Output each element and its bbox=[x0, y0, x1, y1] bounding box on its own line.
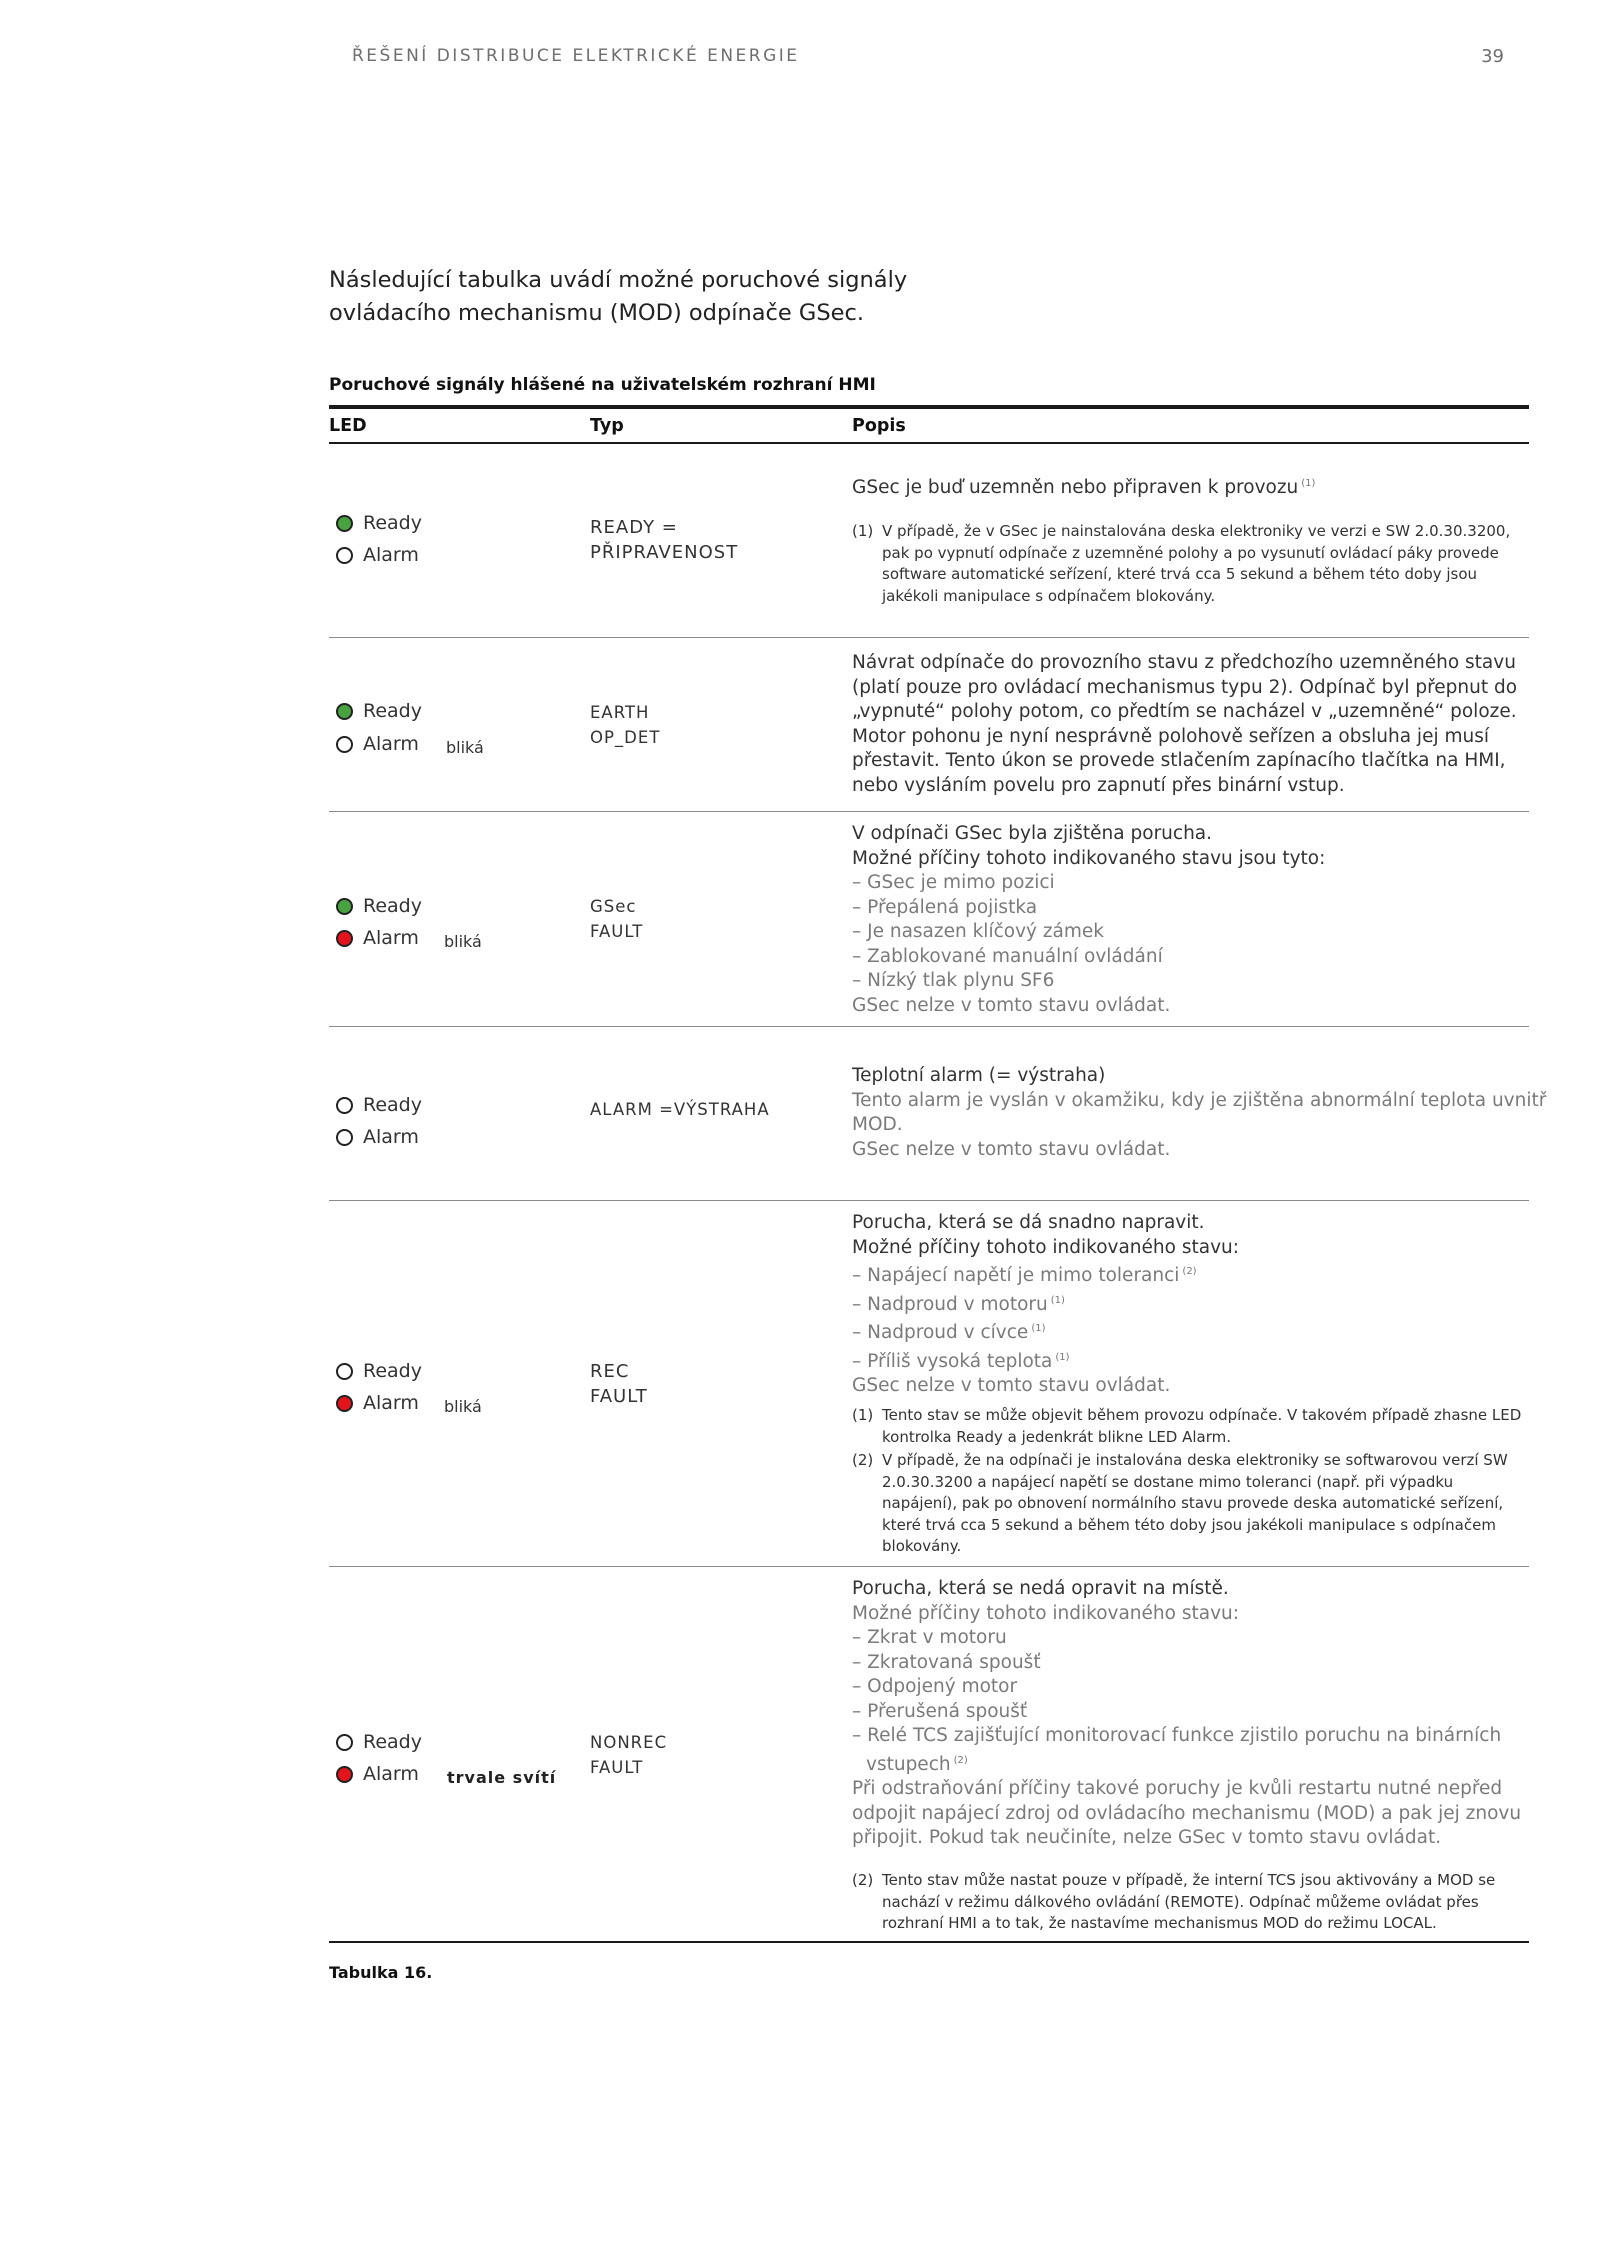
footnote: (2) V případě, že na odpínači je instalována deska elektroniky se softwarovou verzí SW 2.0.30.3200 a napájecí napětí se dostane mimo toleranci (např. při výpadku napájení), pak po obnovení normálního stavu provede deska automatické seřízení, které trvá cca 5 sekund a během této doby jsou jakékoli manipulace s odpínačem blokovány. bbox=[852, 1451, 1508, 1555]
signal-type-line: FAULT bbox=[590, 1385, 648, 1407]
description-line: – Nadproud v motoru $^{(1)}$ bbox=[852, 1293, 1065, 1315]
description-line: – Přepálená pojistka bbox=[852, 896, 1038, 918]
description-line: připojit. Pokud tak neučiníte, nelze GSec v tomto stavu ovládat. bbox=[852, 1827, 1442, 1848]
description-line: – Zablokované manuální ovládání bbox=[852, 945, 1163, 967]
led-indicator-icon bbox=[336, 1097, 353, 1114]
page-number: 39 bbox=[1481, 46, 1504, 67]
led-alarm bbox=[336, 1126, 419, 1148]
led-label: Alarm bbox=[363, 1126, 419, 1148]
led-label: Ready bbox=[363, 1731, 422, 1753]
led-ready bbox=[336, 512, 422, 534]
signal-description bbox=[852, 651, 1522, 798]
signal-type-line: PŘIPRAVENOST bbox=[590, 541, 739, 563]
description-line: vstupech $^{(2)}$ bbox=[866, 1753, 968, 1775]
description-line: – Napájecí napětí je mimo toleranci $^{(2)}$ bbox=[852, 1265, 1197, 1286]
led-label: Ready bbox=[363, 700, 422, 722]
description-line: nebo vysláním povelu pro zapnutí přes binární vstup. bbox=[852, 774, 1345, 796]
led-label: Alarm bbox=[363, 544, 419, 566]
running-header-title: ŘEŠENÍ DISTRIBUCE ELEKTRICKÉ ENERGIE bbox=[352, 46, 800, 66]
signal-type-line: READY = bbox=[590, 517, 678, 538]
signal-description bbox=[852, 1064, 1547, 1162]
description-line: Teplotní alarm (= výstraha) bbox=[852, 1065, 1106, 1086]
led-state: trvale svítí bbox=[447, 1768, 557, 1787]
row-separator bbox=[329, 811, 1529, 812]
signal-type-line: GSec bbox=[590, 897, 637, 916]
led-alarm bbox=[336, 733, 419, 755]
description-line: přestavit. Tento úkon se provede stlačením zapínacího tlačítka na HMI, bbox=[852, 750, 1506, 771]
description-line: – Zkrat v motoru bbox=[852, 1627, 1007, 1648]
signal-type bbox=[590, 1731, 667, 1780]
led-indicator-icon bbox=[336, 515, 353, 532]
led-state: bliká bbox=[444, 1397, 482, 1416]
row-separator bbox=[329, 1200, 1529, 1201]
table-number-caption: Tabulka 16. bbox=[329, 1963, 433, 1982]
intro-paragraph bbox=[329, 264, 1029, 330]
description-line: – Přerušená spoušť bbox=[852, 1700, 1028, 1722]
led-ready bbox=[336, 895, 422, 917]
table-caption: Poruchové signály hlášené na uživatelském rozhraní HMI bbox=[329, 375, 876, 395]
footnote: (1) V případě, že v GSec je nainstalována deska elektroniky ve verzi e SW 2.0.30.3200, pak po vypnutí odpínače z uzemněné polohy a po vysunutí ovládací páky provede software automatické seřízení, které trvá cca 5 sekund a během této doby jsou jakékoli manipulace s odpínačem blokovány. bbox=[852, 522, 1511, 605]
led-label: Alarm bbox=[363, 1392, 419, 1414]
led-state: bliká bbox=[446, 738, 484, 757]
signal-type bbox=[590, 701, 660, 750]
signal-description bbox=[852, 1577, 1522, 1851]
led-label: Alarm bbox=[363, 927, 419, 949]
description-line: – Nadproud v cívce $^{(1)}$ bbox=[852, 1322, 1046, 1343]
led-indicator-icon bbox=[336, 1395, 353, 1412]
led-indicator-icon bbox=[336, 1766, 353, 1783]
description-line: – Příliš vysoká teplota $^{(1)}$ bbox=[852, 1350, 1070, 1372]
description-line: – Relé TCS zajišťující monitorovací funkce zjistilo poruchu na binárních bbox=[852, 1725, 1502, 1746]
signal-description bbox=[852, 1211, 1522, 1399]
description-line: Porucha, která se dá snadno napravit. bbox=[852, 1212, 1205, 1233]
table-bottom-rule bbox=[329, 1941, 1529, 1943]
led-indicator-icon bbox=[336, 930, 353, 947]
led-alarm bbox=[336, 1763, 419, 1785]
description-line: – Je nasazen klíčový zámek bbox=[852, 921, 1105, 942]
footnotes bbox=[852, 521, 1532, 609]
led-indicator-icon bbox=[336, 703, 353, 720]
description-line: Návrat odpínače do provozního stavu z předchozího uzemněného stavu bbox=[852, 652, 1516, 673]
footnote: (1) Tento stav se může objevit během provozu odpínače. V takovém případě zhasne LED kontrolka Ready a jedenkrát blikne LED Alarm. bbox=[852, 1406, 1522, 1446]
description-line: Motor pohonu je nyní nesprávně polohově seřízen a obsluha jej musí bbox=[852, 725, 1489, 747]
intro-line: ovládacího mechanismu (MOD) odpínače GSec. bbox=[329, 300, 864, 326]
column-header-typ: Typ bbox=[590, 416, 624, 436]
description-line: Možné příčiny tohoto indikovaného stavu: bbox=[852, 1602, 1239, 1624]
led-label: Ready bbox=[363, 1360, 422, 1382]
led-label: Alarm bbox=[363, 1763, 419, 1785]
description-line: GSec nelze v tomto stavu ovládat. bbox=[852, 1138, 1171, 1160]
led-label: Ready bbox=[363, 512, 422, 534]
led-state: bliká bbox=[444, 932, 482, 951]
row-separator bbox=[329, 1026, 1529, 1027]
signal-type bbox=[590, 1098, 770, 1123]
table-header-rule bbox=[329, 442, 1529, 444]
led-ready bbox=[336, 700, 422, 722]
signal-type bbox=[590, 895, 643, 944]
signal-type-line: EARTH bbox=[590, 703, 650, 722]
description-line: odpojit napájecí zdroj od ovládacího mechanismu (MOD) a pak jej znovu bbox=[852, 1802, 1522, 1824]
signal-type bbox=[590, 516, 738, 565]
description-line: Porucha, která se nedá opravit na místě. bbox=[852, 1578, 1229, 1599]
description-line: GSec nelze v tomto stavu ovládat. bbox=[852, 1375, 1171, 1396]
led-indicator-icon bbox=[336, 1734, 353, 1751]
led-label: Ready bbox=[363, 1094, 422, 1116]
signal-type-line: FAULT bbox=[590, 1757, 644, 1777]
intro-line: Následující tabulka uvádí možné poruchové signály bbox=[329, 267, 908, 293]
signal-type bbox=[590, 1360, 648, 1409]
description-line: MOD. bbox=[852, 1114, 903, 1135]
led-indicator-icon bbox=[336, 1363, 353, 1380]
footnotes bbox=[852, 1870, 1532, 1937]
signal-description bbox=[852, 472, 1522, 501]
description-line: GSec je buď uzemněn nebo připraven k provozu $^{(1)}$ bbox=[852, 477, 1316, 498]
led-indicator-icon bbox=[336, 547, 353, 564]
led-alarm bbox=[336, 544, 419, 566]
row-separator bbox=[329, 1566, 1529, 1567]
description-line: – Zkratovaná spoušť bbox=[852, 1651, 1041, 1673]
description-line: Možné příčiny tohoto indikovaného stavu: bbox=[852, 1236, 1239, 1258]
row-separator bbox=[329, 637, 1529, 638]
footnotes bbox=[852, 1405, 1532, 1560]
description-line: (platí pouze pro ovládací mechanismus typu 2). Odpínač byl přepnut do bbox=[852, 676, 1518, 698]
description-line: Při odstraňování příčiny takové poruchy je kvůli restartu nutné nepřed bbox=[852, 1778, 1503, 1799]
led-ready bbox=[336, 1360, 422, 1382]
description-line: – Nízký tlak plynu SF6 bbox=[852, 970, 1055, 991]
description-line: „vypnuté“ polohy potom, co předtím se nacházel v „uzemněné“ poloze. bbox=[852, 701, 1517, 722]
table-top-rule bbox=[329, 405, 1529, 409]
signal-type-line: NONREC bbox=[590, 1733, 668, 1752]
footnote: (2) Tento stav může nastat pouze v případě, že interní TCS jsou aktivovány a MOD se nachází v režimu dálkového ovládání (REMOTE). Odpínač můžeme ovládat přes rozhraní HMI a to tak, že nastavíme mechanismus MOD do režimu LOCAL. bbox=[852, 1871, 1496, 1932]
description-line: Možné příčiny tohoto indikovaného stavu jsou tyto: bbox=[852, 847, 1326, 869]
description-line: – GSec je mimo pozici bbox=[852, 872, 1055, 893]
signal-type-line: REC bbox=[590, 1361, 630, 1382]
led-indicator-icon bbox=[336, 736, 353, 753]
led-alarm bbox=[336, 1392, 419, 1414]
led-ready bbox=[336, 1094, 422, 1116]
led-label: Alarm bbox=[363, 733, 419, 755]
signal-type-line: OP_DET bbox=[590, 727, 661, 747]
signal-description bbox=[852, 822, 1522, 1018]
led-alarm bbox=[336, 927, 419, 949]
signal-type-line: ALARM =VÝSTRAHA bbox=[590, 1100, 770, 1119]
column-header-led: LED bbox=[329, 416, 367, 436]
description-line: – Odpojený motor bbox=[852, 1676, 1018, 1697]
column-header-popis: Popis bbox=[852, 416, 906, 436]
description-line: GSec nelze v tomto stavu ovládat. bbox=[852, 994, 1171, 1016]
description-line: V odpínači GSec byla zjištěna porucha. bbox=[852, 823, 1213, 844]
signal-type-line: FAULT bbox=[590, 921, 644, 941]
led-indicator-icon bbox=[336, 1129, 353, 1146]
description-line: Tento alarm je vyslán v okamžiku, kdy je zjištěna abnormální teplota uvnitř bbox=[852, 1089, 1547, 1111]
led-ready bbox=[336, 1731, 422, 1753]
led-indicator-icon bbox=[336, 898, 353, 915]
led-label: Ready bbox=[363, 895, 422, 917]
